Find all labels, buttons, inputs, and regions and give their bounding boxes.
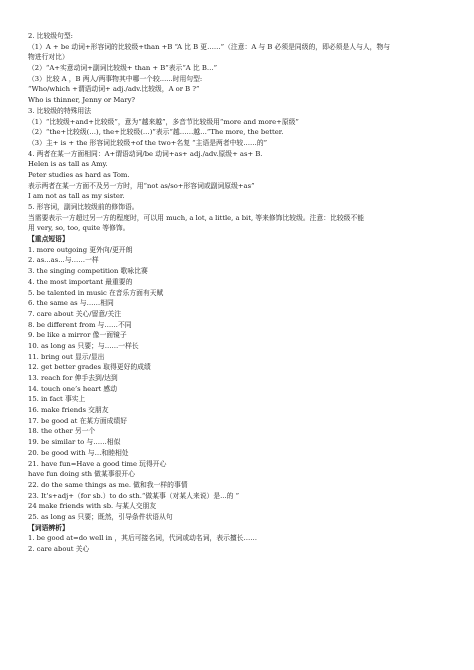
text-line: （2）“the+比较级(…), the+比较级(…)”表示“越……越…”The more, the better. [28,128,284,137]
text-line: 6. the same as 与……相同 [28,299,114,308]
text-line: 24 make friends with sb. 与某人交朋友 [28,502,157,511]
text-line: 2. as...as...与……一样 [28,256,99,265]
text-line: 15. in fact 事实上 [28,395,86,404]
document-body [28,31,448,555]
text-line: 5. 形容词，副词比较级前的修饰语。 [28,203,139,211]
text-line: 19. be similar to 与……相似 [28,438,121,447]
text-line: 25. as long as 只要；既然，引导条件状语从句 [28,512,173,521]
text-line: 9. be like a mirror 像一面镜子 [28,331,127,340]
text-line: 1. more outgoing 更外向/更开朗 [28,245,133,254]
text-line: Who is thinner, Jenny or Mary? [28,96,136,105]
text-line: 22. do the same things as me. 做和我一样的事情 [28,480,188,489]
text-line: 14. touch one’s heart 感动 [28,384,118,393]
text-line: 20. be good with 与…和睦相处 [28,448,129,457]
text-line: have fun doing sth 做某事很开心 [28,470,135,479]
text-line: 23. It’s+adj+（for sb.）to do sth.“做某事（对某人来说）是...的 ” [28,491,240,500]
text-line: 1. be good at=do well in ，其后可接名词，代词或动名词，表示擅长…… [28,534,258,543]
text-line: 5. be talented in music 在音乐方面有天赋 [28,288,164,297]
text-line: （1）A + be 动词+形容词的比较级+than +B “A 比 B 更……”（注意：A 与 B 必须是同级的，即必须是人与人，物与 [28,42,391,51]
text-line: 3. the singing competition 歌咏比赛 [28,267,148,276]
text-line: 3. 比较级的特殊用法 [28,106,92,115]
text-line: “Who/which +谓语动词+ adj./adv.比较级，A or B ?” [28,85,200,94]
text-line: 18. the other 另一个 [28,427,96,436]
text-line: 10. as long as 只要；与……一样长 [28,341,139,350]
text-line: 12. get better grades 取得更好的成绩 [28,363,151,372]
text-line: 13. reach for 伸手去到/达到 [28,374,118,382]
text-line: Helen is as tall as Amy. [28,160,108,169]
text-line: 7. care about 关心/留意/关注 [28,309,122,318]
text-line: 21. have fun=Have a good time 玩得开心 [28,459,167,468]
text-line: 17. be good at 在某方面成绩好 [28,416,128,425]
section-heading: 【词语辨析】 [28,523,69,532]
section-heading: 【重点短语】 [28,235,69,244]
text-line: （1）“比较级+and+比较级”，意为“越来越”，多音节比较级用“more and more+原级” [28,117,299,126]
text-line: I am not as tall as my sister. [28,192,125,201]
text-line: 物进行对比） [28,53,69,62]
text-line: 11. bring out 显示/显出 [28,352,105,361]
text-line: （3）比较 A ，B 两人/两事物其中哪一个较......时用句型: [28,74,203,83]
text-line: 表示两者在某一方面不及另一方时，用“not as/so+形容词或副词原级+as” [28,181,255,190]
text-line: 2. care about 关心 [28,545,90,553]
text-line: 当需要表示一方超过另一方的程度时，可以用 much, a lot, a little, a bit, 等来修饰比较级。注意：比较级不能 [28,213,365,222]
text-line: 2. 比较级句型: [28,32,73,40]
text-line: Peter studies as hard as Tom. [28,170,130,179]
text-line: （2）“A+实意动词+副词比较级+ than + B”表示“A 比 B…” [28,64,218,73]
text-line: 16. make friends 交朋友 [28,406,109,415]
text-line: 4. the most important 最重要的 [28,277,133,286]
text-line: 8. be different from 与……不同 [28,320,132,329]
text-line: 用 very, so, too, quite 等修饰。 [28,224,130,233]
text-line: 4. 两者在某一方面相同：A+谓语动词/be 动词+as+ adj./adv.原级+ as+ B. [28,149,263,158]
text-line: （3）主+ is + the 形容词比较级+of the two+名复 “主语是两者中较……的” [28,138,268,147]
